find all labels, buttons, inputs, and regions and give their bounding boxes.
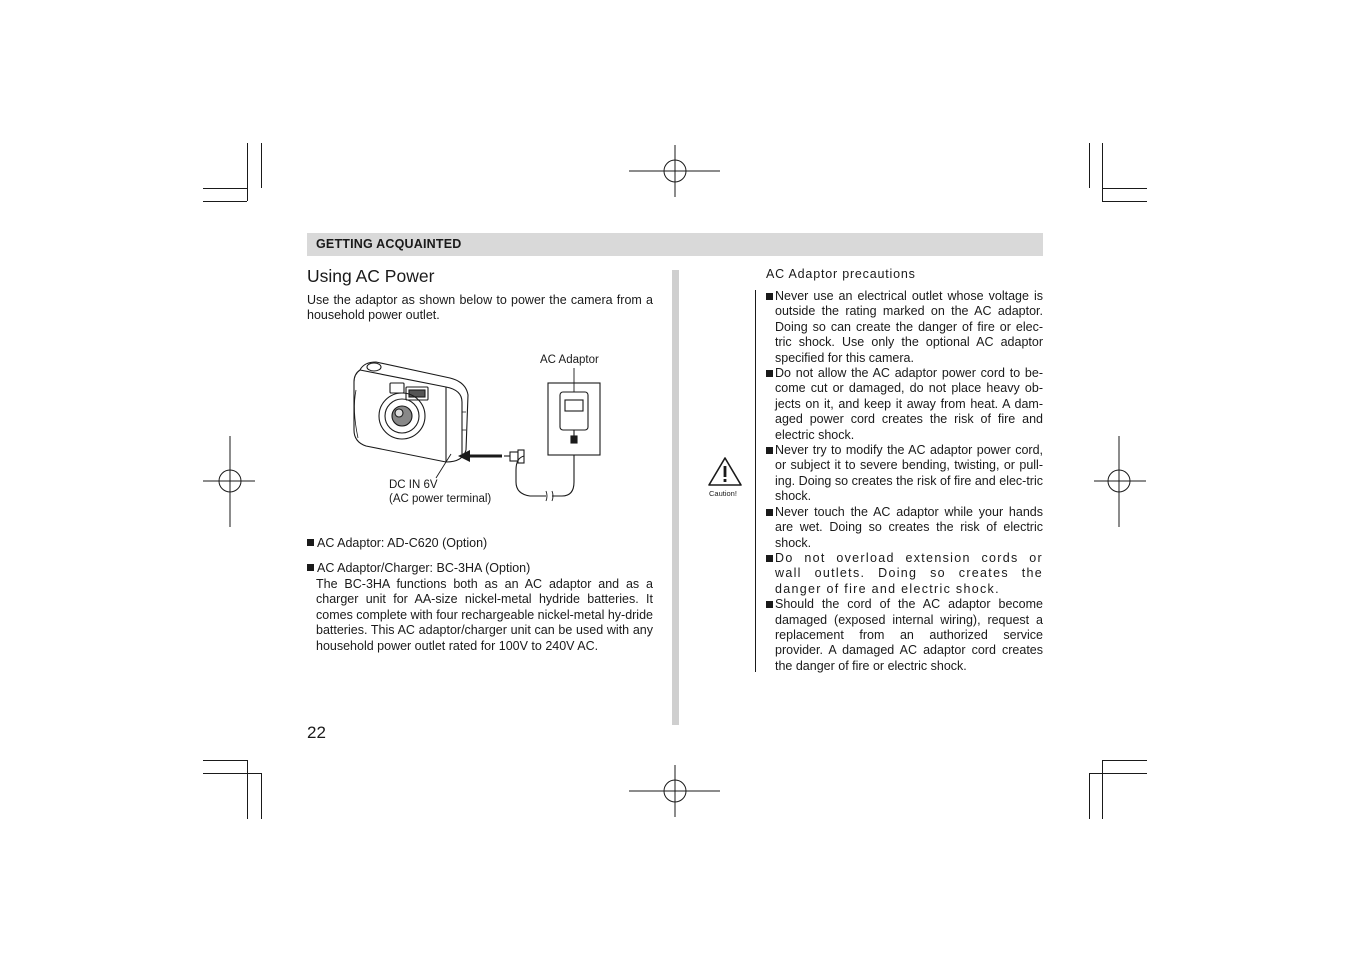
arrow-icon [458,450,502,462]
precaution-item: Never touch the AC adaptor while your hands are wet. Doing so creates the risk of electric shock. [766,505,1043,551]
precautions-heading: AC Adaptor precautions [766,267,916,281]
registration-mark-left-icon [203,436,255,528]
intro-paragraph: Use the adaptor as shown below to power the camera from a household power outlet. [307,293,653,323]
caution-label: Caution! [709,489,737,498]
dc-in-label [389,478,491,506]
dc-in-label-line2: (AC power terminal) [389,493,492,505]
registration-mark-bottom-icon [629,765,721,817]
precaution-item: Do not allow the AC adaptor power cord to be-come cut or damaged, do not place heavy ob-jects on it, and keep it away from heat. A dam-aged power cord creates the risk of fire and electric shock. [766,366,1043,443]
precaution-item: Never try to modify the AC adaptor power cord, or subject it to severe bending, twisting, or pull-ing. Doing so creates the risk of fire and elec-tric shock. [766,443,1043,505]
precaution-item: Should the cord of the AC adaptor become damaged (exposed internal wiring), request a replacement from an authorized service provider. A damaged AC adaptor cord creates the danger of fire or electric shock. [766,597,1043,674]
registration-mark-right-icon [1094,436,1146,528]
section-header-bar [307,233,1043,256]
caution-rule [755,290,756,672]
option-charger-description: The BC-3HA functions both as an AC adaptor and as a charger unit for AA-size nickel-metal hydride batteries. It comes complete with four rechargeable nickel-metal hy-dride batteries. This AC adaptor/charger unit can be used with any household power outlet rated for 100V to 240V AC. [316,577,653,653]
precaution-item: Never use an electrical outlet whose voltage is outside the rating marked on the AC adaptor. Doing so can create the danger of fire or elec-tric shock. Use only the optional AC adaptor specified for this camera. [766,289,1043,366]
page-number: 22 [307,723,326,742]
registration-mark-top-icon [629,145,721,197]
column-divider [672,270,679,725]
camera-illustration-icon [354,362,468,462]
precautions-list [766,289,1043,674]
section-title: GETTING ACQUAINTED [316,237,462,251]
ac-adaptor-label: AC Adaptor [540,354,599,366]
plug-icon [504,450,524,463]
option-ac-adaptor: AC Adaptor: AD-C620 (Option) [307,536,487,551]
option-ac-adaptor-charger: AC Adaptor/Charger: BC-3HA (Option) [307,561,530,576]
warning-triangle-icon [707,455,743,489]
dc-in-label-line1: DC IN 6V [389,479,438,491]
ac-adaptor-icon [548,383,600,455]
precaution-item: Do not overload extension cords or wall outlets. Doing so creates the danger of fire and electric shock. [766,551,1043,597]
page-title: Using AC Power [307,266,435,286]
